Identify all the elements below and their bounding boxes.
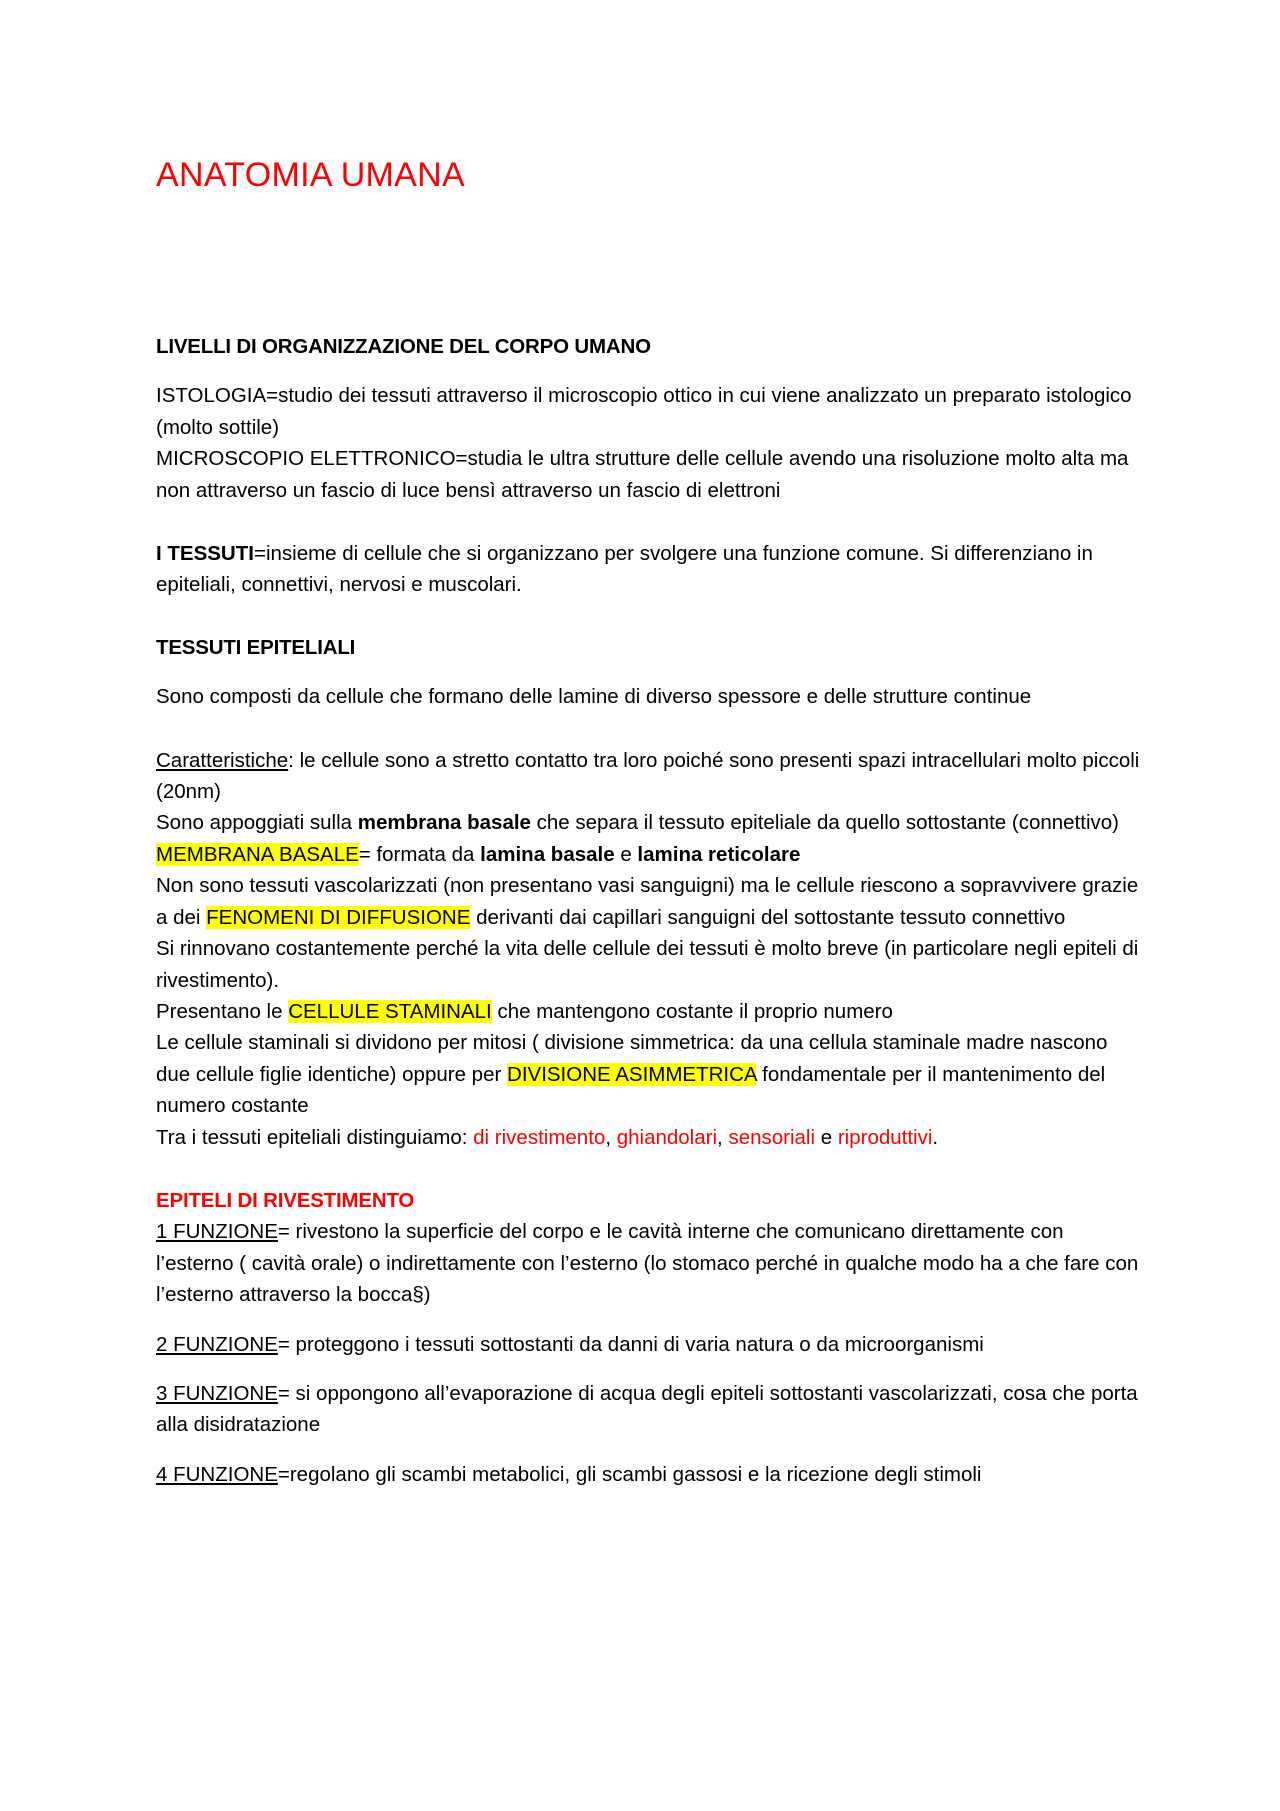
text-sep2: , [717,1125,729,1149]
label-funzione-2: 2 FUNZIONE [156,1332,278,1356]
text-mitosi-post: fondamentale per il mantenimento del numero costante [156,1062,1106,1118]
term-lamina-basale: lamina basale [480,842,615,866]
paragraph-tipi-epiteli [156,1122,1146,1153]
paragraph-mitosi [156,1027,1146,1121]
highlight-fenomeni-diffusione: FENOMENI DI DIFFUSIONE [206,905,471,929]
tipo-sensoriali: sensoriali [728,1125,816,1149]
term-lamina-reticolare: lamina reticolare [637,842,801,866]
paragraph-funzione-1 [156,1216,1146,1310]
term-tessuti: I TESSUTI [156,542,254,566]
document-body [156,331,1146,1490]
text-staminali-pre: Presentano le [156,999,289,1023]
tipo-rivestimento: di rivestimento [473,1125,606,1149]
paragraph-vascolarizzazione [156,870,1146,933]
text-funzione-1: = rivestono la superficie del corpo e le cavità interne che comunicano direttamente con l’esterno ( cavità orale) o indirettamente con l’esterno (lo stomaco perché in qualche modo ha a che fare con l’esterno attraverso la bocca§) [156,1220,1139,1307]
text-caratteristiche: : le cellule sono a stretto contatto tra loro poiché sono presenti spazi intracellulari molto piccoli (20nm) [156,748,1140,804]
text-tipi-pre: Tra i tessuti epiteliali distinguiamo: [156,1125,474,1149]
text-staminali-post: che mantengono costante il proprio numero [491,999,893,1023]
term-membrana-basale: membrana basale [357,811,531,835]
definition-tessuti: =insieme di cellule che si organizzano per svolgere una funzione comune. Si differenziano in epiteliali, connettivi, nervosi e muscolari. [156,542,1093,597]
label-caratteristiche: Caratteristiche [156,748,289,772]
tipo-riproduttivi: riproduttivi [837,1125,933,1149]
section-heading-livelli: LIVELLI DI ORGANIZZAZIONE DEL CORPO UMANO [156,335,651,358]
paragraph-rinnovo: Si rinnovano costantemente perché la vita delle cellule dei tessuti è molto breve (in particolare negli epiteli di rivestimento). [156,937,1139,992]
paragraph-staminali [156,996,1146,1027]
paragraph-tessuti [156,538,1146,601]
paragraph-caratteristiche [156,745,1146,808]
text-funzione-3: = si oppongono all’evaporazione di acqua degli epiteli sottostanti vascolarizzati, cosa che porta alla disidratazione [156,1381,1138,1437]
text-vasc-post: derivanti dai capillari sanguigni del sottostante tessuto connettivo [470,905,1066,929]
tipo-ghiandolari: ghiandolari [616,1125,718,1149]
section-heading-epiteliali: TESSUTI EPITELIALI [156,635,356,659]
text-membrana-pre: Sono appoggiati sulla [156,811,358,835]
text-membrana-post: che separa il tessuto epiteliale da quello sottostante (connettivo) [530,811,1119,835]
text-sep1: , [605,1125,617,1149]
section-heading-rivestimento: EPITELI DI RIVESTIMENTO [156,1188,415,1212]
label-funzione-4: 4 FUNZIONE [156,1462,278,1486]
text-funzione-4: =regolano gli scambi metabolici, gli scambi gassosi e la ricezione degli stimoli [277,1462,982,1486]
highlight-membrana-basale: MEMBRANA BASALE [156,842,359,866]
document-title: ANATOMIA UMANA [156,156,465,194]
paragraph-intro-epiteliali: Sono composti da cellule che formano delle lamine di diverso spessore e delle strutture continue [156,685,1032,709]
text-tipi-end: . [932,1125,939,1149]
paragraph-membrana-basale-def [156,839,1146,870]
text-mitosi-pre: Le cellule staminali si dividono per mitosi ( divisione simmetrica: da una cellula staminale madre nascono due cellule figlie identiche) oppure per [156,1031,1108,1086]
text-mb-mid1: = formata da [358,842,481,866]
text-vasc-pre: Non sono tessuti vascolarizzati (non presentano vasi sanguigni) ma le cellule riescono a sopravvivere grazie a dei [156,874,1139,929]
paragraph-istologia: ISTOLOGIA=studio dei tessuti attraverso il microscopio ottico in cui viene analizzato un preparato istologico (molto sottile) [156,384,1132,439]
text-funzione-2: = proteggono i tessuti sottostanti da danni di varia natura o da microorganismi [277,1332,984,1356]
paragraph-funzione-3 [156,1378,1146,1441]
text-mb-mid2: e [614,842,638,866]
paragraph-funzione-4 [156,1459,1146,1490]
paragraph-funzione-2 [156,1329,1146,1360]
paragraph-membrana [156,807,1146,838]
highlight-cellule-staminali: CELLULE STAMINALI [288,999,492,1023]
paragraph-microscopio: MICROSCOPIO ELETTRONICO=studia le ultra strutture delle cellule avendo una risoluzione molto alta ma non attraverso un fascio di luce bensì attraverso un fascio di elettroni [156,447,1129,502]
highlight-divisione-asimmetrica: DIVISIONE ASIMMETRICA [507,1062,757,1086]
label-funzione-3: 3 FUNZIONE [156,1381,278,1405]
label-funzione-1: 1 FUNZIONE [156,1220,278,1244]
text-sep3: e [815,1125,838,1149]
